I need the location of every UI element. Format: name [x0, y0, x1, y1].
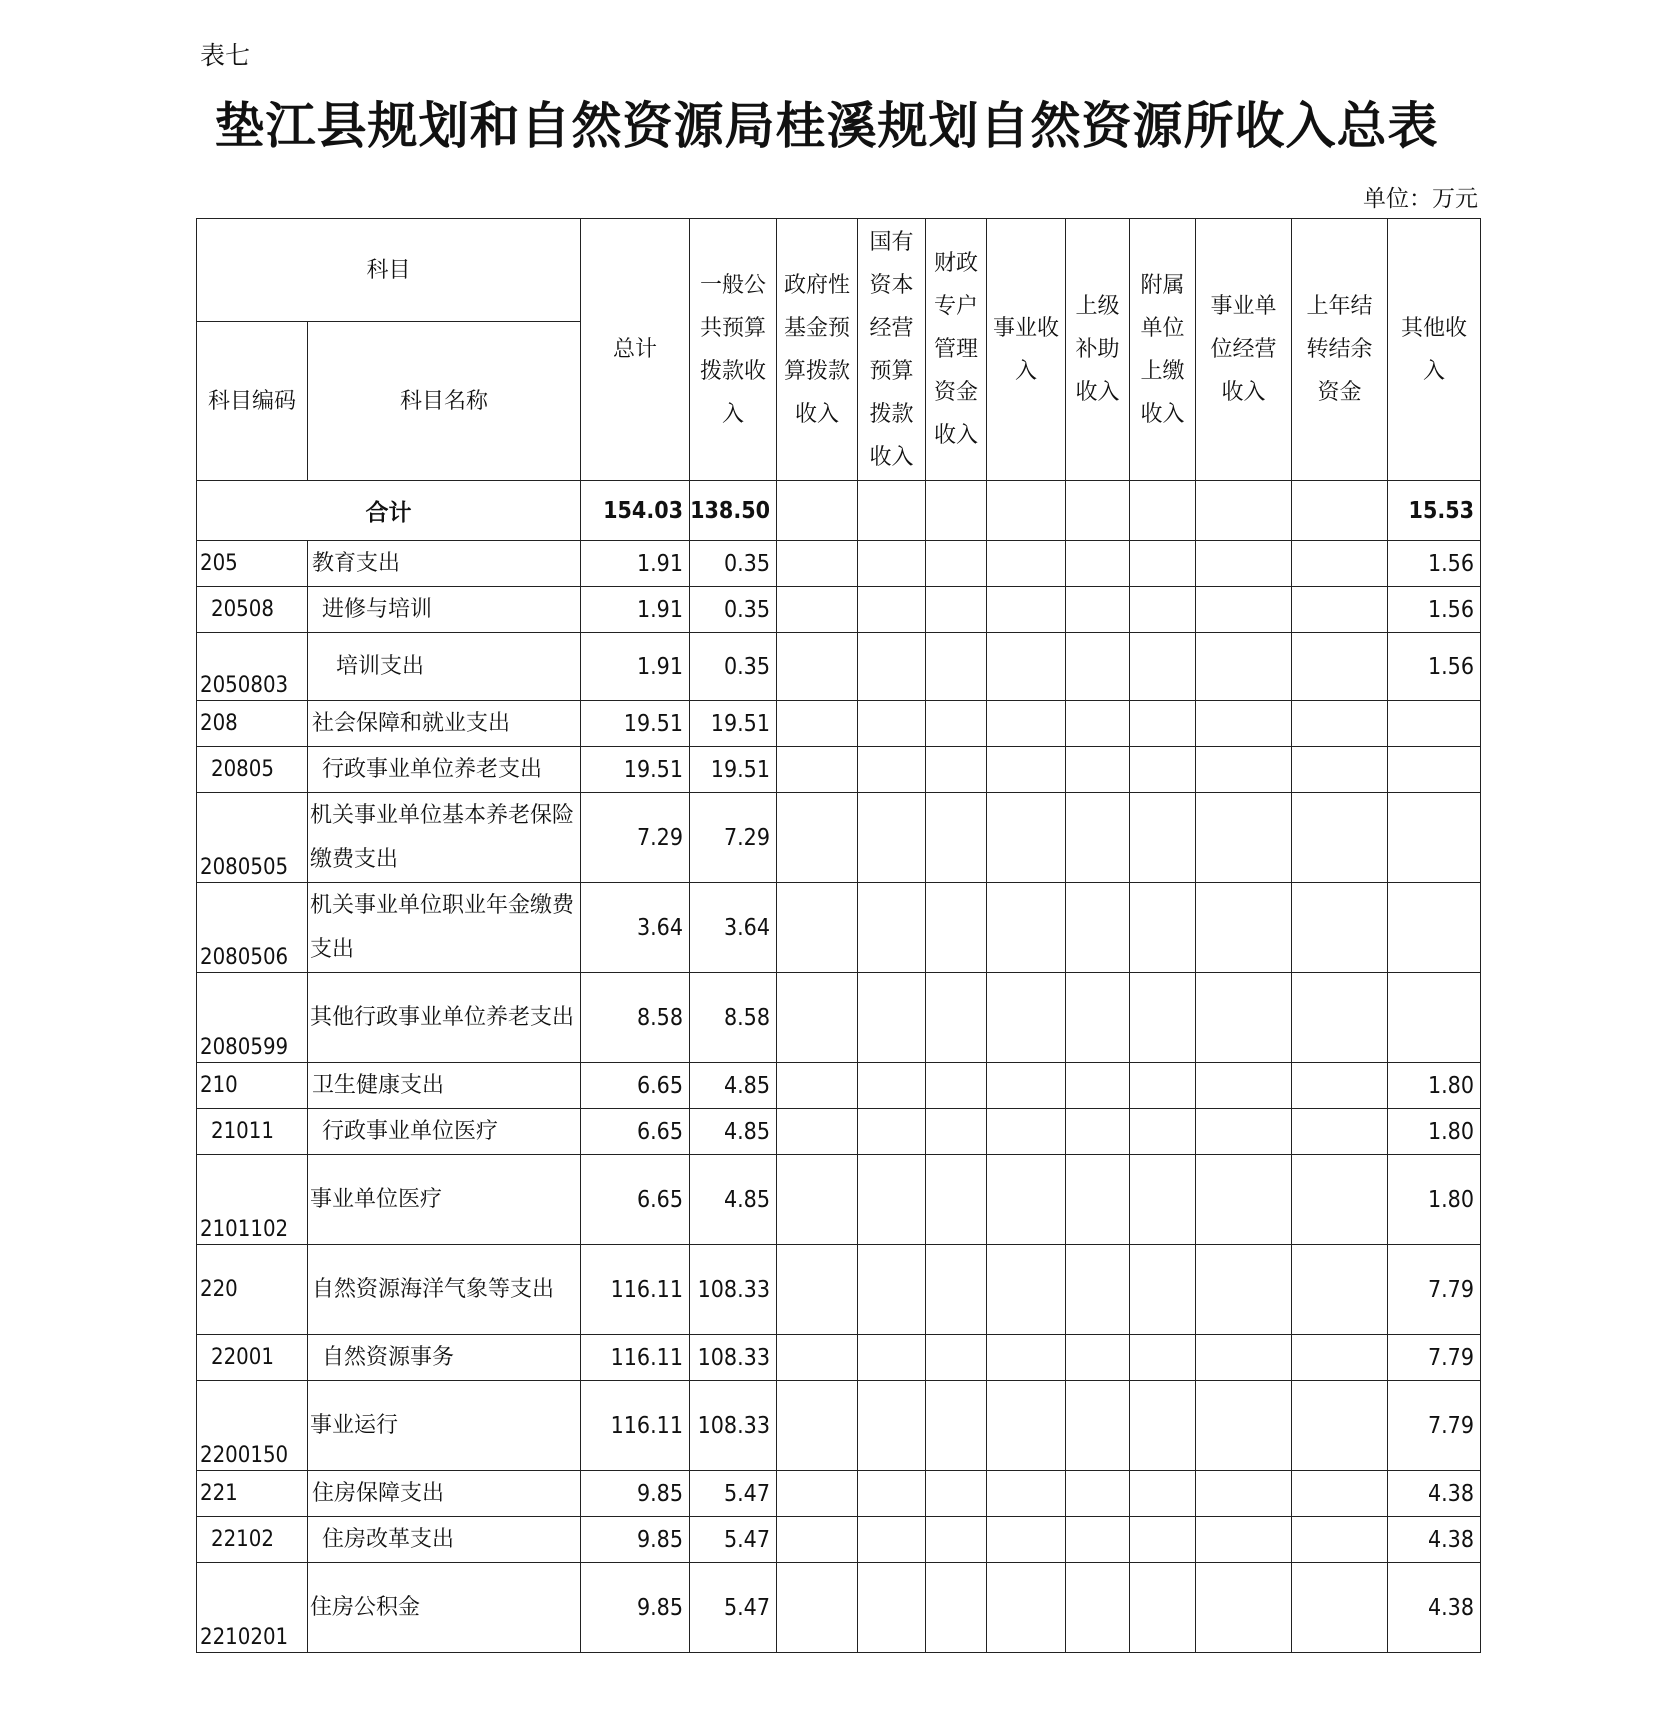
table-row: [197, 541, 1481, 587]
general-budget-cell: 0.35: [690, 541, 777, 587]
other-cell: [1388, 701, 1481, 747]
subject-name-cell: 事业运行: [308, 1381, 581, 1471]
subject-code-cell: 208: [197, 701, 308, 747]
subject-name-cell: 社会保障和就业支出: [308, 701, 581, 747]
subject-code-cell: 20805: [197, 747, 308, 793]
general-budget-cell: 8.58: [690, 973, 777, 1063]
header-fiscal-special: 财政专户管理资金收入: [926, 219, 987, 481]
other-cell: 1.80: [1388, 1063, 1481, 1109]
header-affiliated: 附属单位上缴收入: [1130, 219, 1196, 481]
general-budget-cell: 5.47: [690, 1517, 777, 1563]
total-cell: 116.11: [581, 1245, 690, 1335]
total-row: [197, 481, 1481, 541]
total-cell: 116.11: [581, 1381, 690, 1471]
subject-code-cell: 2210201: [197, 1563, 308, 1653]
subject-code-cell: 21011: [197, 1109, 308, 1155]
table-number: 表七: [200, 41, 251, 70]
header-general-budget: 一般公共预算拨款收入: [690, 219, 777, 481]
table-row: [197, 1517, 1481, 1563]
total-cell: 9.85: [581, 1471, 690, 1517]
general-budget-cell: 5.47: [690, 1563, 777, 1653]
general-budget-cell: 7.29: [690, 793, 777, 883]
total-cell: 6.65: [581, 1063, 690, 1109]
header-subject: 科目: [197, 219, 581, 322]
table-row: [197, 633, 1481, 701]
subject-name-cell: 行政事业单位养老支出: [308, 747, 581, 793]
general-budget-cell: 0.35: [690, 633, 777, 701]
subject-code-cell: 2101102: [197, 1155, 308, 1245]
subject-code-cell: 22102: [197, 1517, 308, 1563]
general-budget-cell: 4.85: [690, 1109, 777, 1155]
other-cell: 1.56: [1388, 633, 1481, 701]
general-budget-cell: 19.51: [690, 747, 777, 793]
header-business: 事业收入: [987, 219, 1066, 481]
other-cell: 7.79: [1388, 1245, 1481, 1335]
total-cell: 6.65: [581, 1109, 690, 1155]
subject-name-cell: 其他行政事业单位养老支出: [308, 973, 581, 1063]
subject-name-cell: 自然资源事务: [308, 1335, 581, 1381]
subject-name-cell: 进修与培训: [308, 587, 581, 633]
general-budget-cell: 0.35: [690, 587, 777, 633]
other-cell: 1.56: [1388, 541, 1481, 587]
subject-name-cell: 住房公积金: [308, 1563, 581, 1653]
header-operating: 事业单位经营收入: [1196, 219, 1292, 481]
unit-label: 单位：万元: [1363, 186, 1478, 212]
subject-name-cell: 住房保障支出: [308, 1471, 581, 1517]
header-superior-subsidy: 上级补助收入: [1066, 219, 1130, 481]
table-row: [197, 883, 1481, 973]
general-budget-cell: 4.85: [690, 1155, 777, 1245]
subject-code-cell: 2080505: [197, 793, 308, 883]
other-cell: 1.56: [1388, 587, 1481, 633]
other-cell: 7.79: [1388, 1335, 1481, 1381]
other-cell: [1388, 793, 1481, 883]
other-cell: 1.80: [1388, 1109, 1481, 1155]
table-row: [197, 1381, 1481, 1471]
table-row: [197, 1155, 1481, 1245]
subject-code-cell: 205: [197, 541, 308, 587]
total-label: 合计: [197, 481, 581, 541]
other-cell: [1388, 747, 1481, 793]
total-cell: 1.91: [581, 587, 690, 633]
subject-name-cell: 机关事业单位职业年金缴费支出: [308, 883, 581, 973]
header-carryover: 上年结转结余资金: [1292, 219, 1388, 481]
total-cell: 3.64: [581, 883, 690, 973]
table-row: [197, 1563, 1481, 1653]
header-gov-fund: 政府性基金预算拨款收入: [777, 219, 858, 481]
other-cell: 4.38: [1388, 1471, 1481, 1517]
other-cell: 1.80: [1388, 1155, 1481, 1245]
header-code: 科目编码: [197, 322, 308, 481]
subject-code-cell: 2080506: [197, 883, 308, 973]
total-cell: 1.91: [581, 633, 690, 701]
header-other: 其他收入: [1388, 219, 1481, 481]
total-cell: 19.51: [581, 701, 690, 747]
subject-name-cell: 培训支出: [308, 633, 581, 701]
subject-name-cell: 行政事业单位医疗: [308, 1109, 581, 1155]
other-cell: [1388, 883, 1481, 973]
total-cell: 7.29: [581, 793, 690, 883]
subject-code-cell: 2200150: [197, 1381, 308, 1471]
document-title: 垫江县规划和自然资源局桂溪规划自然资源所收入总表: [214, 96, 1439, 155]
table-row: [197, 1063, 1481, 1109]
other-cell: 4.38: [1388, 1563, 1481, 1653]
table-row: [197, 1109, 1481, 1155]
header-state-capital: 国有资本经营预算拨款收入: [858, 219, 926, 481]
subject-code-cell: 2050803: [197, 633, 308, 701]
header-name: 科目名称: [308, 322, 581, 481]
general-budget-cell: 108.33: [690, 1381, 777, 1471]
subject-name-cell: 机关事业单位基本养老保险缴费支出: [308, 793, 581, 883]
table-row: [197, 747, 1481, 793]
general-budget-cell: 108.33: [690, 1245, 777, 1335]
table-row: [197, 701, 1481, 747]
subject-code-cell: 22001: [197, 1335, 308, 1381]
total-cell: 1.91: [581, 541, 690, 587]
total-cell: 116.11: [581, 1335, 690, 1381]
header-total: 总计: [581, 219, 690, 481]
subject-code-cell: 221: [197, 1471, 308, 1517]
table-row: [197, 1245, 1481, 1335]
general-budget-cell: 3.64: [690, 883, 777, 973]
subject-code-cell: 220: [197, 1245, 308, 1335]
subject-name-cell: 事业单位医疗: [308, 1155, 581, 1245]
subject-code-cell: 2080599: [197, 973, 308, 1063]
subject-name-cell: 教育支出: [308, 541, 581, 587]
table-row: [197, 973, 1481, 1063]
general-budget-cell: 5.47: [690, 1471, 777, 1517]
other-cell: [1388, 973, 1481, 1063]
total-cell: 9.85: [581, 1517, 690, 1563]
subject-code-cell: 210: [197, 1063, 308, 1109]
subject-name-cell: 住房改革支出: [308, 1517, 581, 1563]
general-budget-cell: 138.50: [690, 481, 777, 541]
subject-name-cell: 自然资源海洋气象等支出: [308, 1245, 581, 1335]
other-cell: 7.79: [1388, 1381, 1481, 1471]
subject-code-cell: 20508: [197, 587, 308, 633]
table-row: [197, 1471, 1481, 1517]
total-cell: 6.65: [581, 1155, 690, 1245]
total-cell: 9.85: [581, 1563, 690, 1653]
total-cell: 154.03: [581, 481, 690, 541]
table-row: [197, 1335, 1481, 1381]
general-budget-cell: 4.85: [690, 1063, 777, 1109]
other-cell: 15.53: [1388, 481, 1481, 541]
subject-name-cell: 卫生健康支出: [308, 1063, 581, 1109]
income-summary-table: [196, 218, 1481, 1653]
other-cell: 4.38: [1388, 1517, 1481, 1563]
table-row: [197, 587, 1481, 633]
general-budget-cell: 19.51: [690, 701, 777, 747]
total-cell: 19.51: [581, 747, 690, 793]
total-cell: 8.58: [581, 973, 690, 1063]
table-row: [197, 793, 1481, 883]
general-budget-cell: 108.33: [690, 1335, 777, 1381]
